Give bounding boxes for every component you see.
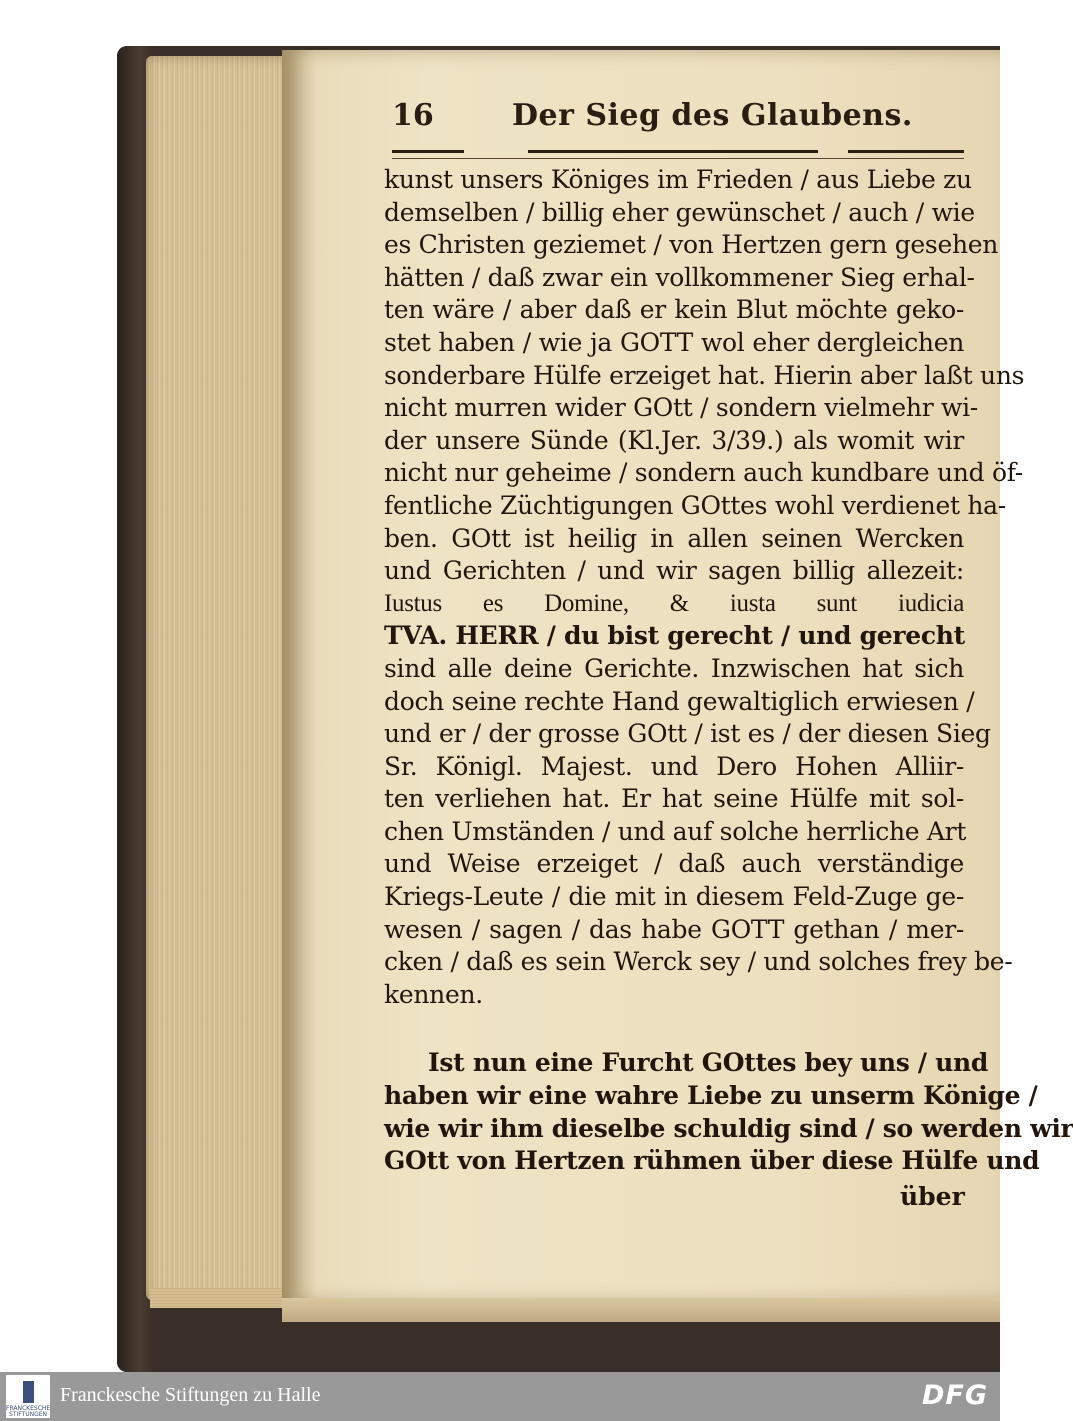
- text-line: ben. GOtt ist heilig in allen seinen Wercken: [384, 523, 964, 553]
- text-line: demselben / billig eher gewünschet / auch / wie: [384, 197, 975, 227]
- text-line: stet haben / wie ja GOTT wol eher dergleichen: [384, 327, 964, 357]
- text-line: doch seine rechte Hand gewaltiglich erwiesen /: [384, 686, 975, 716]
- text-line: kennen.: [384, 979, 483, 1009]
- text-line: GOtt von Hertzen rühmen über diese Hülfe und: [384, 1146, 1040, 1176]
- catchword: über: [900, 1182, 965, 1211]
- text-line: Ist nun eine Furcht GOttes bey uns / und: [428, 1048, 989, 1078]
- text-line: ten wäre / aber daß er kein Blut möchte geko-: [384, 295, 964, 325]
- text-line: nicht nur geheime / sondern auch kundbare und öf-: [384, 458, 1023, 488]
- institution-name[interactable]: Franckesche Stiftungen zu Halle: [60, 1384, 321, 1406]
- dfg-logo[interactable]: DFG: [921, 1380, 988, 1411]
- body-text: [384, 164, 1073, 1178]
- text-line: und er / der grosse GOtt / ist es / der diesen Sieg: [384, 719, 991, 749]
- header-rule-thin: [392, 158, 964, 159]
- text-line: sonderbare Hülfe erzeiget hat. Hierin aber laßt uns: [384, 360, 1025, 390]
- institution-logo[interactable]: [6, 1375, 50, 1418]
- text-line: fentliche Züchtigungen GOttes wohl verdienet ha-: [384, 490, 1006, 520]
- text-line: hätten / daß zwar ein vollkommener Sieg erhal-: [384, 262, 975, 292]
- paragraph-gap: [384, 1011, 964, 1047]
- running-title: Der Sieg des Glaubens.: [512, 98, 913, 133]
- text-line-latin: Iustus es Domine, & iusta sunt iudicia: [384, 589, 964, 617]
- logo-caption: FRANCKESCHE STIFTUNGEN: [6, 1405, 51, 1418]
- text-line: kunst unsers Königes im Frieden / aus Liebe zu: [384, 165, 972, 194]
- text-line: chen Umständen / und auf solche herrliche Art: [384, 816, 967, 846]
- text-line: nicht murren wider GOtt / sondern vielmehr wi-: [384, 393, 978, 423]
- text-line: wie wir ihm dieselbe schuldig sind / so werden wir: [384, 1113, 1073, 1143]
- text-line: sind alle deine Gerichte. Inzwischen hat sich: [384, 653, 964, 683]
- header-rule-left: [392, 150, 464, 153]
- text-line: es Christen geziemet / von Hertzen gern gesehen: [384, 230, 999, 260]
- page-stack-edge: [146, 56, 296, 1300]
- page-bottom-edge: [282, 1298, 1000, 1322]
- text-line: der unsere Sünde (Kl.Jer. 3/39.) als womit wir: [384, 425, 964, 455]
- text-line: haben wir eine wahre Liebe zu unserm Könige /: [384, 1081, 1038, 1111]
- text-line: TVA. HERR / du bist gerecht / und gerecht: [384, 621, 965, 651]
- text-line: ten verliehen hat. Er hat seine Hülfe mit sol-: [384, 784, 964, 814]
- building-icon: [23, 1381, 34, 1403]
- page-number: 16: [392, 98, 434, 133]
- header-rule-middle: [528, 150, 818, 153]
- text-line: und Gerichten / und wir sagen billig allezeit:: [384, 556, 964, 586]
- header-rule-right: [848, 150, 964, 153]
- footer-bar: [0, 1372, 1000, 1421]
- text-line: Sr. Königl. Majest. und Dero Hohen Alliir-: [384, 751, 964, 781]
- text-line: und Weise erzeiget / daß auch verständige: [384, 849, 964, 879]
- text-line: wesen / sagen / das habe GOTT gethan / mer-: [384, 914, 964, 944]
- text-line: cken / daß es sein Werck sey / und solches frey be-: [384, 947, 1013, 977]
- text-line: Kriegs-Leute / die mit in diesem Feld-Zuge ge-: [384, 882, 964, 912]
